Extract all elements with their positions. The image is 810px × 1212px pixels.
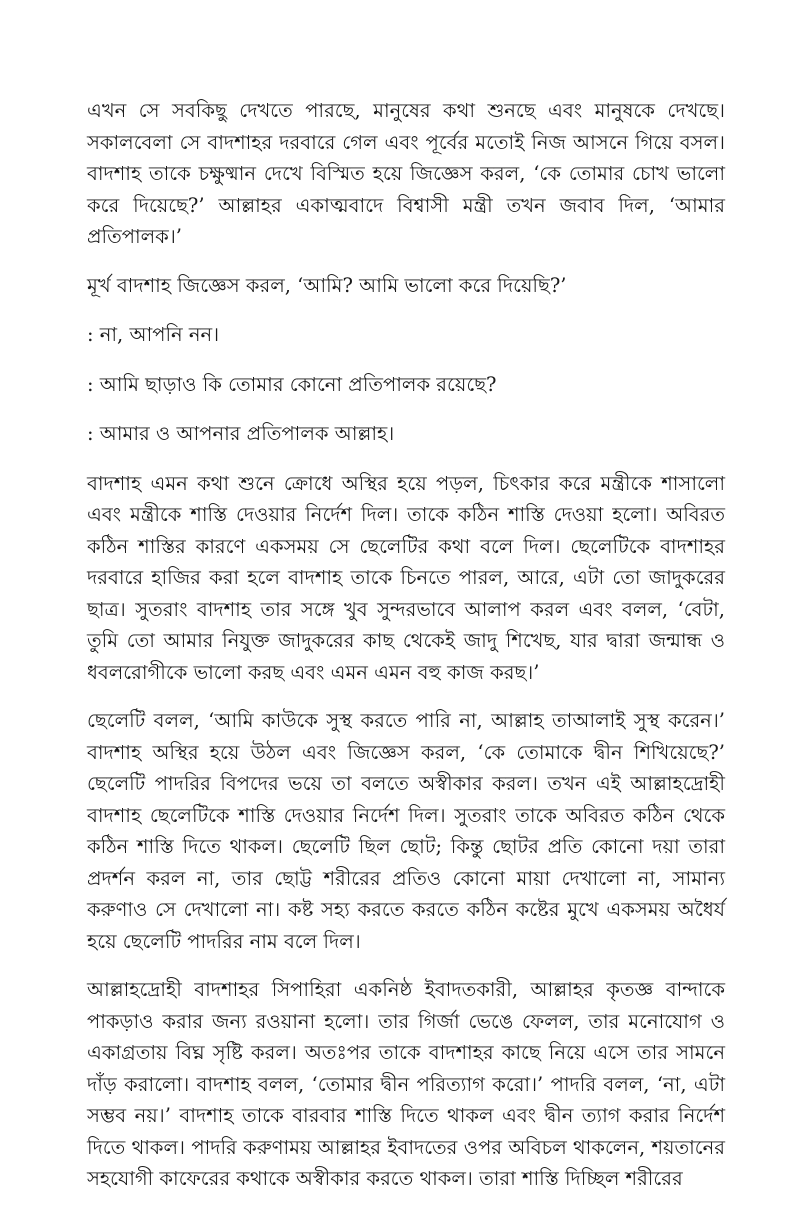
paragraph-1: এখন সে সবকিছু দেখতে পারছে, মানুষের কথা শুনছে এবং মানুষকে দেখছে। সকালবেলা সে বাদশাহর দরবারে গেল এবং পূর্বের মতোই নিজ আসনে গিয়ে বসল। বাদশাহ তাকে চক্ষুষ্মান দেখে বিস্মিত হয়ে জিজ্ঞেস করল, ‘কে তোমার চোখ ভালো করে দিয়েছে?’ আল্লাহর একাত্মবাদে বিশ্বাসী মন্ত্রী তখন জবাব দিল, ‘আমার প্রতিপালক।’ bbox=[87, 99, 725, 248]
paragraph-6: বাদশাহ এমন কথা শুনে ক্রোধে অস্থির হয়ে পড়ল, চিৎকার করে মন্ত্রীকে শাসালো এবং মন্ত্রীকে শাস্তি দেওয়ার নির্দেশ দিল। তাকে কঠিন শাস্তি দেওয়া হলো। অবিরত কঠিন শাস্তির কারণে একসময় সে ছেলেটির কথা বলে দিল। ছেলেটিকে বাদশাহর দরবারে হাজির করা হলে বাদশাহ তাকে চিনতে পারল, আরে, এটা তো জাদুকরের ছাত্র। সুতরাং বাদশাহ তার সঙ্গে খুব সুন্দরভাবে আলাপ করল এবং বলল, ‘বেটা, তুমি তো আমার নিযুক্ত জাদুকরের কাছ থেকেই জাদু শিখেছ, যার দ্বারা জন্মান্ধ ও ধবলরোগীকে ভালো করছ এবং এমন এমন বহু কাজ করছ।’ bbox=[87, 471, 725, 684]
paragraph-8: আল্লাহদ্রোহী বাদশাহর সিপাহিরা একনিষ্ঠ ইবাদতকারী, আল্লাহর কৃতজ্ঞ বান্দাকে পাকড়াও করার জন্য রওয়ানা হলো। তার গির্জা ভেঙে ফেলল, তার মনোযোগ ও একাগ্রতায় বিঘ্ন সৃষ্টি করল। অতঃপর তাকে বাদশাহর কাছে নিয়ে এসে তার সামনে দাঁড় করালো। বাদশাহ বলল, ‘তোমার দ্বীন পরিত্যাগ করো।’ পাদরি বলল, ‘না, এটা সম্ভব নয়।’ বাদশাহ তাকে বারবার শাস্তি দিতে থাকল এবং দ্বীন ত্যাগ করার নির্দেশ দিতে থাকল। পাদরি করুণাময় আল্লাহর ইবাদতের ওপর অবিচল থাকলেন, শয়তানের সহযোগী কাফেরের কথাকে অস্বীকার করতে থাকল। তারা শাস্তি দিচ্ছিল শরীরের bbox=[87, 978, 725, 1190]
paragraph-4-dialogue: : আমি ছাড়াও কি তোমার কোনো প্রতিপালক রয়েছে? bbox=[87, 372, 497, 396]
document-page bbox=[87, 95, 725, 1212]
paragraph-5-dialogue: : আমার ও আপনার প্রতিপালক আল্লাহ। bbox=[87, 422, 395, 445]
paragraph-3-dialogue: : না, আপনি নন। bbox=[87, 323, 220, 346]
paragraph-2-dialogue: মূর্খ বাদশাহ জিজ্ঞেস করল, ‘আমি? আমি ভালো করে দিয়েছি?’ bbox=[87, 273, 567, 297]
paragraph-7: ছেলেটি বলল, ‘আমি কাউকে সুস্থ করতে পারি না, আল্লাহ তাআলাই সুস্থ করেন।’ বাদশাহ অস্থির হয়ে উঠল এবং জিজ্ঞেস করল, ‘কে তোমাকে দ্বীন শিখিয়েছে?’ ছেলেটি পাদরির বিপদের ভয়ে তা বলতে অস্বীকার করল। তখন এই আল্লাহদ্রোহী বাদশাহ ছেলেটিকে শাস্তি দেওয়ার নির্দেশ দিল। সুতরাং তাকে অবিরত কঠিন থেকে কঠিন শাস্তি দিতে থাকল। ছেলেটি ছিল ছোট; কিন্তু ছোটর প্রতি কোনো দয়া তারা প্রদর্শন করল না, তার ছোট্ট শরীরের প্রতিও কোনো মায়া দেখালো না, সামান্য করুণাও সে দেখালো না। কষ্ট সহ্য করতে করতে কঠিন কষ্টের মুখে একসময় অধৈর্য হয়ে ছেলেটি পাদরির নাম বলে দিল। bbox=[87, 709, 725, 953]
